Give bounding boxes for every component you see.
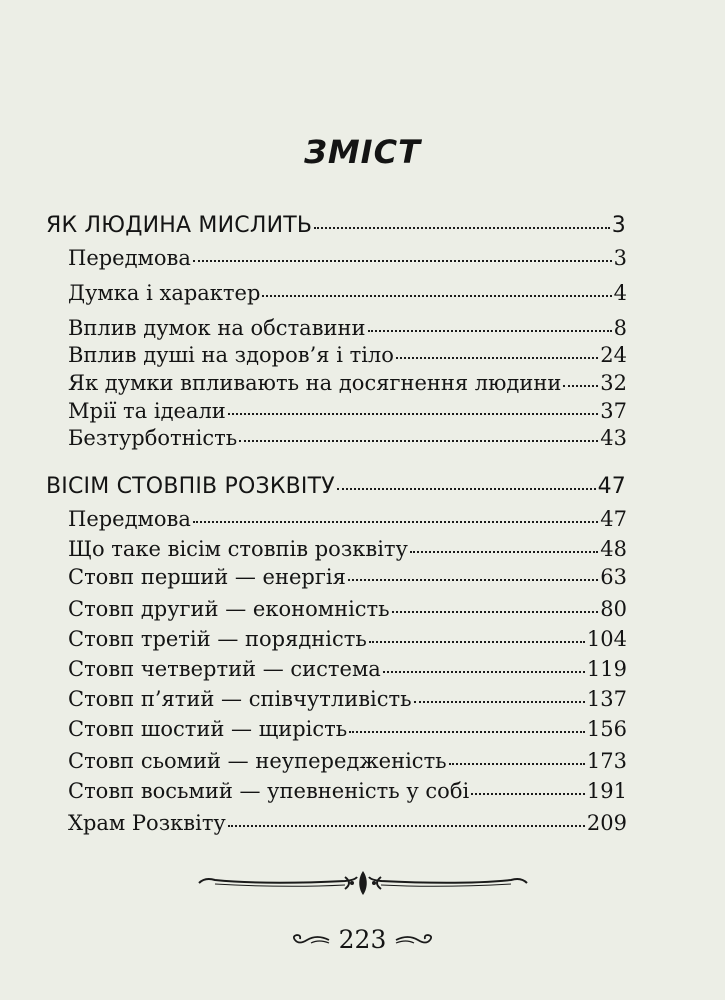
dot-leader — [392, 610, 599, 613]
toc-page-number: 43 — [600, 426, 627, 450]
toc-entry-title: Мрії та ідеали — [68, 399, 226, 423]
decorative-divider — [195, 868, 531, 898]
dot-leader — [314, 226, 610, 229]
toc-page-number: 37 — [600, 399, 627, 423]
toc-page-number: 8 — [613, 316, 627, 340]
dot-leader — [383, 670, 585, 673]
dot-leader — [471, 792, 585, 795]
dot-leader — [228, 412, 598, 415]
toc-entry-title: Стовп сьомий — неупередженість — [68, 749, 447, 773]
toc-page-number: 80 — [600, 597, 627, 621]
dot-leader — [239, 439, 598, 442]
toc-entry-title: Стовп третій — порядність — [68, 627, 367, 651]
dot-leader — [193, 520, 598, 523]
right-flourish-icon — [394, 931, 436, 949]
dot-leader — [368, 329, 612, 332]
page-title: ЗМІСТ — [304, 133, 421, 171]
toc-entry-title: Стовп п’ятий — співчутливість — [68, 687, 412, 711]
dot-leader — [449, 762, 585, 765]
toc-page-number: 119 — [586, 657, 627, 681]
toc-entry-row — [68, 627, 627, 651]
toc-entry-title: Вплив душі на здоров’я і тіло — [68, 343, 394, 367]
page-number: 223 — [338, 925, 387, 954]
toc-page-number: 173 — [586, 749, 627, 773]
dot-leader — [349, 730, 585, 733]
toc-page-number: 47 — [600, 507, 627, 531]
toc-page-number: 191 — [586, 779, 627, 803]
toc-page-number: 3 — [611, 213, 626, 238]
toc-entry-row — [68, 779, 627, 803]
toc-entry-row — [68, 399, 627, 423]
toc-entry-title: Стовп другий — економність — [68, 597, 390, 621]
dot-leader — [414, 700, 585, 703]
toc-section-row — [46, 213, 626, 238]
toc-page-number: 48 — [600, 537, 627, 561]
toc-entry-row — [68, 343, 627, 367]
toc-entry-title: Передмова — [68, 246, 191, 270]
dot-leader — [348, 578, 598, 581]
toc-entry-title: Думка і характер — [68, 281, 261, 305]
toc-entry-row — [68, 565, 627, 589]
left-flourish-icon — [289, 931, 331, 949]
toc-entry-row — [68, 717, 627, 741]
toc-page-number: 32 — [600, 371, 627, 395]
toc-section-row — [46, 474, 626, 499]
toc-page-number: 137 — [586, 687, 627, 711]
toc-entry-row — [68, 281, 627, 305]
dot-leader — [563, 384, 598, 387]
toc-entry-row — [68, 687, 627, 711]
toc-entry-title: Стовп четвертий — система — [68, 657, 381, 681]
toc-entry-title: Що таке вісім стовпів розквіту — [68, 537, 408, 561]
toc-entry-row — [68, 749, 627, 773]
toc-entry-title: Стовп перший — енергія — [68, 565, 346, 589]
toc-page-number: 209 — [586, 811, 627, 835]
toc-entry-row — [68, 507, 627, 531]
toc-entry-row — [68, 597, 627, 621]
toc-entry-title: Як думки впливають на досягнення людини — [68, 371, 562, 395]
toc-entry-row — [68, 316, 627, 340]
toc-entry-row — [68, 246, 627, 270]
dot-leader — [228, 824, 585, 827]
toc-entry-title: Безтурботність — [68, 426, 238, 450]
dot-leader — [262, 294, 611, 297]
toc-entry-title: Передмова — [68, 507, 191, 531]
toc-page-number: 47 — [597, 474, 626, 499]
toc-page-number: 63 — [600, 565, 627, 589]
toc-page-number: 4 — [613, 281, 627, 305]
dot-leader — [410, 550, 598, 553]
toc-entry-title: Вплив думок на обставини — [68, 316, 366, 340]
toc-entry-row — [68, 426, 627, 450]
toc-entry-title: ЯК ЛЮДИНА МИСЛИТЬ — [46, 213, 313, 238]
toc-entry-title: Храм Розквіту — [68, 811, 226, 835]
toc-page-number: 3 — [613, 246, 627, 270]
toc-entry-row — [68, 657, 627, 681]
dot-leader — [369, 640, 585, 643]
toc-entry-row — [68, 537, 627, 561]
toc-page-number: 104 — [586, 627, 627, 651]
toc-entry-title: ВІСІМ СТОВПІВ РОЗКВІТУ — [46, 474, 335, 499]
toc-page-number: 24 — [600, 343, 627, 367]
toc-page-number: 156 — [586, 717, 627, 741]
page-footer — [0, 925, 725, 954]
dot-leader — [396, 356, 598, 359]
dot-leader — [193, 259, 612, 262]
toc-entry-row — [68, 811, 627, 835]
toc-entry-title: Стовп шостий — щирість — [68, 717, 348, 741]
dot-leader — [337, 487, 596, 490]
toc-entry-row — [68, 371, 627, 395]
toc-entry-title: Стовп восьмий — упевненість у собі — [68, 779, 470, 803]
